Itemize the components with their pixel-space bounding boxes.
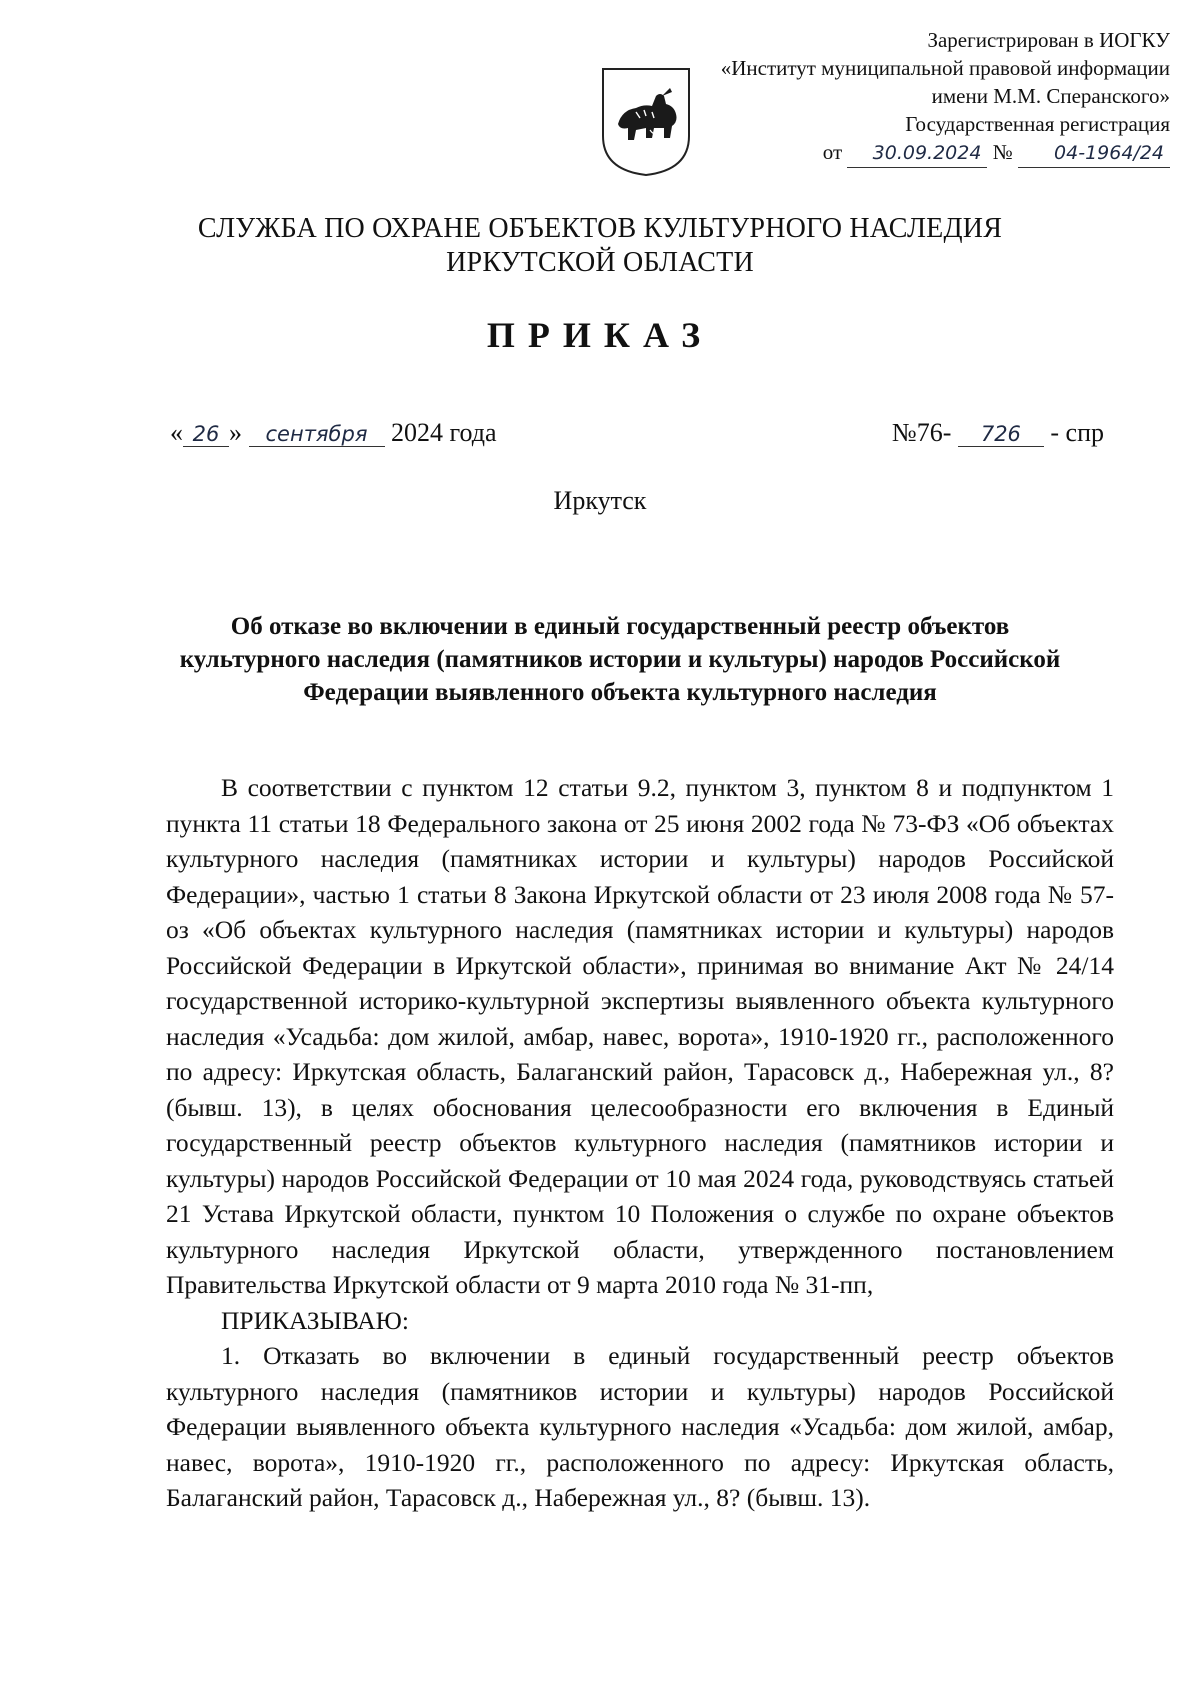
date-month-handwritten: сентября: [249, 422, 385, 447]
order-heading: Об отказе во включении в единый государственный реестр объектов культурного наследия (памятников истории и культуры) народов Российской Федерации выявленного объекта культурного наследия: [179, 613, 1061, 706]
city: Иркутск: [553, 486, 647, 515]
registration-date-handwritten: 30.09.2024: [847, 139, 987, 168]
date-year: 2024 года: [391, 418, 497, 447]
registration-line-2: «Институт муниципальной правовой информации: [720, 56, 1170, 80]
coat-of-arms-emblem: [600, 66, 692, 178]
registration-stamp: [721, 26, 1170, 168]
registration-line-3: имени М.М. Сперанского»: [931, 84, 1170, 108]
order-date: [170, 418, 497, 448]
organization-line-1: СЛУЖБА ПО ОХРАНЕ ОБЪЕКТОВ КУЛЬТУРНОГО НАСЛЕДИЯ: [197, 213, 1003, 244]
coat-of-arms-icon: [600, 66, 692, 178]
order-body: [166, 770, 1114, 1516]
date-open-quote: «: [170, 418, 183, 447]
order-number-prefix: №76-: [891, 418, 952, 447]
registration-line-1: Зарегистрирован в ИОГКУ: [927, 28, 1170, 52]
order-number: [892, 418, 1104, 448]
registration-line-4: Государственная регистрация: [905, 112, 1170, 136]
registration-number-handwritten: 04-1964/24: [1018, 139, 1170, 168]
organization-name: [0, 212, 1200, 280]
order-number-handwritten: 726: [958, 422, 1044, 447]
registration-from-label: от: [822, 140, 843, 164]
organization-line-2: ИРКУТСКОЙ ОБЛАСТИ: [446, 247, 754, 278]
preamble-paragraph: В соответствии с пунктом 12 статьи 9.2, пунктом 3, пунктом 8 и подпунктом 1 пункта 11 статьи 18 Федерального закона от 25 июня 2002 года № 73-ФЗ «Об объектах культурного наследия (памятниках истории и культуры) народов Российской Федерации», частью 1 статьи 8 Закона Иркутской области от 23 июля 2008 года № 57-оз «Об объектах культурного наследия (памятниках истории и культуры) народов Российской Федерации в Иркутской области», принимая во внимание Акт № 24/14 государственной историко-культурной экспертизы выявленного объекта культурного наследия «Усадьба: дом жилой, амбар, навес, ворота», 1910-1920 гг., расположенного по адресу: Иркутская область, Балаганский район, Тарасовск д., Набережная ул., 8? (бывш. 13), в целях обоснования целесообразности его включения в Единый государственный реестр объектов культурного наследия (памятников истории и культуры) народов Российской Федерации от 10 мая 2024 года, руководствуясь статьей 21 Устава Иркутской области, пунктом 10 Положения о службе по охране объектов культурного наследия Иркутской области, утвержденного постановлением Правительства Иркутской области от 9 марта 2010 года № 31-пп,: [166, 773, 1114, 1299]
document-title: ПРИКАЗ: [486, 315, 714, 355]
registration-number-label: №: [992, 140, 1013, 164]
date-close-quote: »: [229, 418, 242, 447]
order-number-suffix: - спр: [1050, 418, 1104, 447]
order-word: ПРИКАЗЫВАЮ:: [221, 1305, 409, 1335]
registration-date-number-line: [721, 138, 1170, 168]
date-day-handwritten: 26: [183, 422, 229, 447]
order-item-1: 1. Отказать во включении в единый государственный реестр объектов культурного наследия (памятников истории и культуры) народов Российской Федерации выявленного объекта культурного наследия «Усадьба: дом жилой, амбар, навес, ворота», 1910-1920 гг., расположенного по адресу: Иркутская область, Балаганский район, Тарасовск д., Набережная ул., 8? (бывш. 13).: [166, 1341, 1114, 1512]
